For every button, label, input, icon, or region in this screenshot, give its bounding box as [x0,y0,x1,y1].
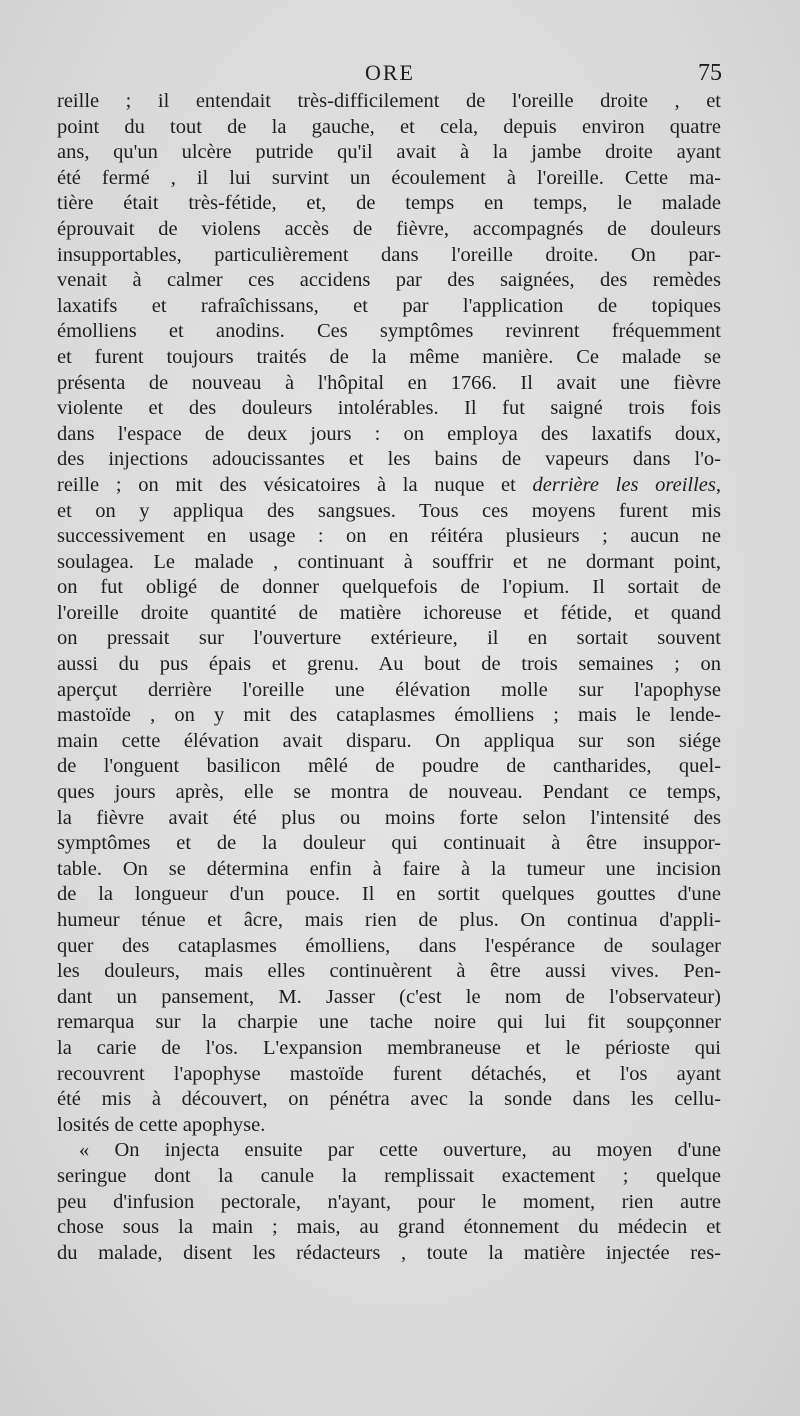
text-line: été mis à découvert, on pénétra avec la sonde dans les cellu- [57,1088,721,1111]
text-line: seringue dont la canule la remplissait exactement ; quelque [57,1164,721,1187]
text-line: on pressait sur l'ouverture extérieure, il en sortait souvent [57,627,721,650]
text-line: mastoïde , on y mit des cataplasmes émolliens ; mais le lende- [57,704,721,727]
text-line: dant un pansement, M. Jasser (c'est le nom de l'observateur) [57,985,721,1008]
text-line: la fièvre avait été plus ou moins forte selon l'intensité des [57,806,721,829]
text-line: été fermé , il lui survint un écoulement à l'oreille. Cette ma- [57,166,721,189]
text-line: humeur ténue et âcre, mais rien de plus. On continua d'appli- [57,909,721,931]
text-line: ques jours après, elle se montra de nouveau. Pendant ce temps, [57,781,721,804]
text-line: reille ; il entendait très-difficilement de l'oreille droite , et [57,90,721,112]
page-number: 75 [698,60,722,86]
text-line: chose sous la main ; mais, au grand étonnement du médecin et [57,1216,721,1239]
text-line: dans l'espace de deux jours : on employa des laxatifs doux, [57,422,721,445]
text-line: tière était très-fétide, et, de temps en temps, le malade [57,192,721,215]
body-text [57,89,721,1266]
text-line: violente et des douleurs intolérables. Il fut saigné trois fois [57,397,721,420]
text-line: insupportables, particulièrement dans l'oreille droite. On par- [57,243,721,266]
text-line: successivement en usage : on en réitéra plusieurs ; aucun ne [57,525,721,548]
text-line: main cette élévation avait disparu. On appliqua sur son siége [57,729,721,752]
text-line: recouvrent l'apophyse mastoïde furent détachés, et l'os ayant [57,1062,721,1085]
text-line: émolliens et anodins. Ces symptômes revinrent fréquemment [57,320,721,343]
text-line: remarqua sur la charpie une tache noire qui lui fit soupçonner [57,1011,721,1034]
text-line: aperçut derrière l'oreille une élévation molle sur l'apophyse [57,678,721,701]
italic-suffix: , [715,473,721,496]
text-line: la carie de l'os. L'expansion membraneuse et le périoste qui [57,1036,721,1059]
running-head-title: ORE [365,60,415,85]
text-line: point du tout de la gauche, et cela, depuis environ quatre [57,115,721,138]
text-line: de l'onguent basilicon mêlé de poudre de cantharides, quel- [57,755,721,778]
text-line: du malade, disent les rédacteurs , toute la matière injectée res- [57,1241,721,1264]
running-head [58,58,722,88]
text-line: ans, qu'un ulcère putride qu'il avait à la jambe droite ayant [57,141,721,164]
text-line: soulagea. Le malade , continuant à souffrir et ne dormant point, [57,550,721,573]
text-line: éprouvait de violens accès de fièvre, accompagnés de douleurs [57,217,721,240]
text-line: l'oreille droite quantité de matière ichoreuse et fétide, et quand [57,601,721,624]
text-line: et furent toujours traités de la même manière. Ce malade se [57,345,721,368]
text-line: et on y appliqua des sangsues. Tous ces moyens furent mis [57,499,721,522]
text-line: les douleurs, mais elles continuèrent à être aussi vives. Pen- [57,960,721,983]
text-line: venait à calmer ces accidens par des saignées, des remèdes [57,269,721,292]
text-line: peu d'infusion pectorale, n'ayant, pour le moment, rien autre [57,1190,721,1213]
text-line: des injections adoucissantes et les bains de vapeurs dans l'o- [57,448,721,471]
text-line-with-italic [57,473,721,499]
text-line: symptômes et de la douleur qui continuait à être insuppor- [57,832,721,855]
text-line: laxatifs et rafraîchissans, et par l'application de topiques [57,294,721,317]
text-line: quer des cataplasmes émolliens, dans l'espérance de soulager [57,934,721,957]
italic-phrase: derrière les oreilles [532,473,716,496]
text-line: aussi du pus épais et grenu. Au bout de trois semaines ; on [57,653,721,676]
text-line: présenta de nouveau à l'hôpital en 1766. Il avait une fièvre [57,371,721,394]
text-line-start: reille ; on mit des vésicatoires à la nuque et [57,473,516,496]
text-line: on fut obligé de donner quelquefois de l'opium. Il sortait de [57,576,721,599]
text-line: table. On se détermina enfin à faire à la tumeur une incision [57,857,721,880]
paragraph-start-line: « On injecta ensuite par cette ouverture, au moyen d'une [79,1139,721,1162]
paragraph-end-line: losités de cette apophyse. [57,1113,266,1136]
text-line: de la longueur d'un pouce. Il en sortit quelques gouttes d'une [57,883,721,906]
